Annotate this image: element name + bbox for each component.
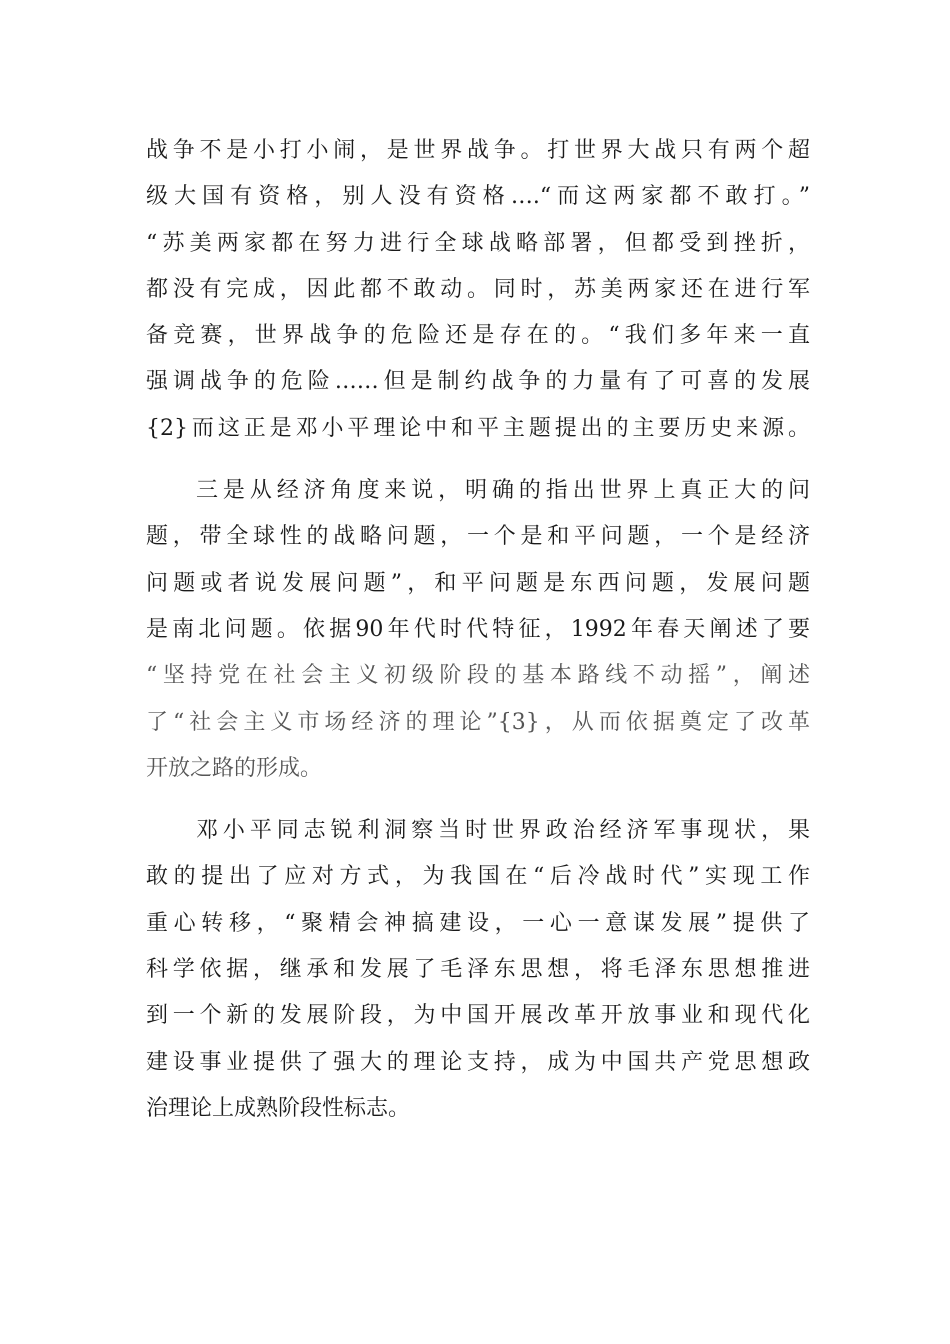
paragraph-spacer xyxy=(146,452,810,468)
paragraph-line: 问题或者说发展问题”，和平问题是东西问题，发展问题 xyxy=(146,570,810,596)
paragraph-line: 敢的提出了应对方式，为我国在“后冷战时代”实现工作 xyxy=(146,864,810,890)
paragraph-line: “苏美两家都在努力进行全球战略部署，但都受到挫折， xyxy=(146,230,810,256)
paragraph-line: 级大国有资格，别人没有资格….“而这两家都不敢打。” xyxy=(146,184,810,210)
document-body xyxy=(146,128,810,1132)
paragraph-3 xyxy=(146,808,810,1132)
paragraph-line: 建设事业提供了强大的理论支持，成为中国共产党思想政 xyxy=(146,1049,810,1075)
paragraph-line: 是南北问题。依据90年代时代特征，1992年春天阐述了要 xyxy=(146,616,810,642)
paragraph-line: 题，带全球性的战略问题，一个是和平问题，一个是经济 xyxy=(146,524,810,550)
paragraph-spacer xyxy=(146,792,810,808)
paragraph-line: 重心转移，“聚精会神搞建设，一心一意谋发展”提供了 xyxy=(146,910,810,936)
paragraph-line: 开放之路的形成。 xyxy=(146,755,323,781)
paragraph-2 xyxy=(146,468,810,792)
paragraph-line: 都没有完成，因此都不敢动。同时，苏美两家还在进行军 xyxy=(146,276,810,302)
paragraph-line: {2}而这正是邓小平理论中和平主题提出的主要历史来源。 xyxy=(146,415,810,441)
paragraph-line: 战争不是小打小闹，是世界战争。打世界大战只有两个超 xyxy=(146,138,810,163)
paragraph-line: 邓小平同志锐利洞察当时世界政治经济军事现状，果 xyxy=(196,818,810,844)
paragraph-line: 了“社会主义市场经济的理论”{3}，从而依据奠定了改革 xyxy=(146,709,810,735)
paragraph-line: 科学依据，继承和发展了毛泽东思想，将毛泽东思想推进 xyxy=(146,957,810,983)
paragraph-line: “坚持党在社会主义初级阶段的基本路线不动摇”，阐述 xyxy=(146,663,810,689)
paragraph-line: 治理论上成熟阶段性标志。 xyxy=(146,1095,411,1121)
paragraph-1 xyxy=(146,128,810,452)
paragraph-line: 三是从经济角度来说，明确的指出世界上真正大的问 xyxy=(196,478,810,504)
paragraph-line: 到一个新的发展阶段，为中国开展改革开放事业和现代化 xyxy=(146,1003,810,1029)
paragraph-line: 备竞赛，世界战争的危险还是存在的。“我们多年来一直 xyxy=(146,323,810,349)
paragraph-line: 强调战争的危险……但是制约战争的力量有了可喜的发展 xyxy=(146,369,810,395)
